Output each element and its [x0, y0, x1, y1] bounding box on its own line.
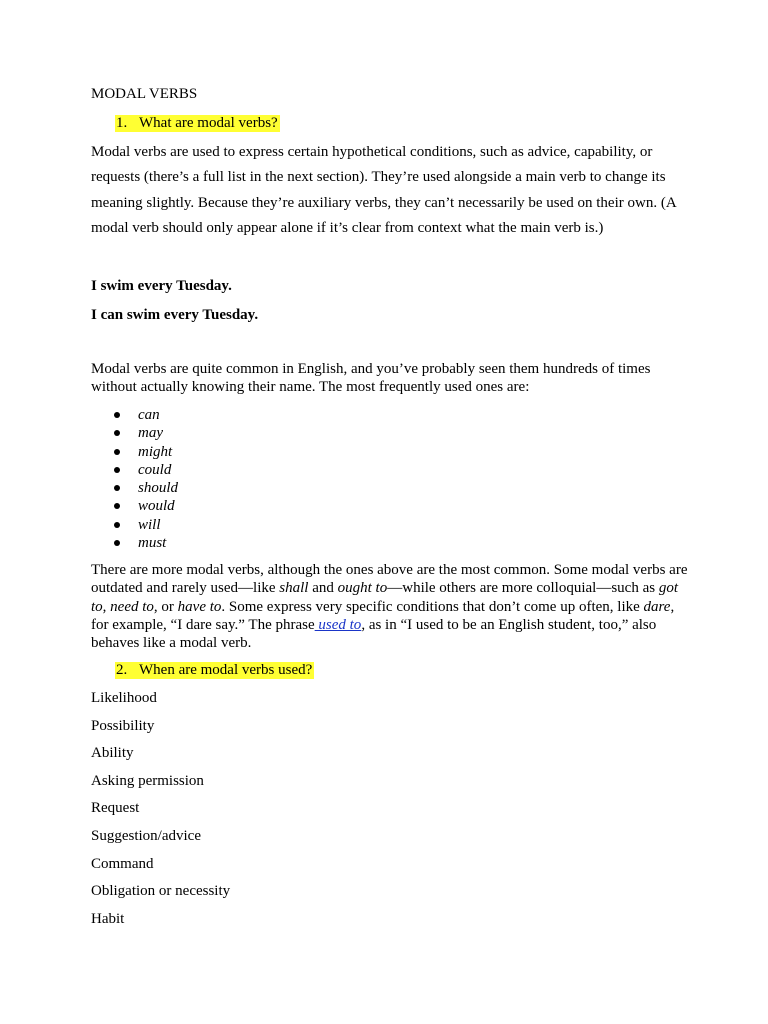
bullet-icon: [114, 449, 120, 455]
modal-uses-list: [91, 689, 230, 937]
bullet-icon: [114, 467, 120, 473]
example-sentence-2: I can swim every Tuesday.: [91, 307, 259, 323]
paragraph-intro: Modal verbs are used to express certain hypothetical conditions, such as advice, capability, or requests (there’s a full list in the next section). They’re used alongside a main verb to change its meaning slightly. Because they’re auxiliary verbs, they can’t necessarily be used on their own. (A modal verb should only appear alone if it’s clear from context what the main verb is.): [91, 144, 676, 236]
list-item: could: [91, 461, 178, 479]
bullet-icon: [114, 522, 120, 528]
modal-verb-list: [91, 406, 178, 552]
list-item: would: [91, 497, 178, 515]
list-item: can: [91, 406, 178, 424]
bullet-icon: [114, 540, 120, 546]
list-item: may: [91, 424, 178, 442]
section-title: What are modal verbs?: [139, 115, 278, 131]
paragraph-common: Modal verbs are quite common in English, and you’ve probably seen them hundreds of times without actually knowing their name. The most frequently used ones are:: [91, 361, 651, 396]
list-item: might: [91, 443, 178, 461]
list-item: Asking permission: [91, 772, 204, 789]
section-heading-2: [115, 661, 314, 679]
highlight: [115, 662, 314, 679]
list-item: Obligation or necessity: [91, 883, 231, 900]
list-item: Request: [91, 800, 140, 817]
document-title: MODAL VERBS: [91, 86, 198, 102]
highlight: [115, 115, 280, 132]
list-item: Likelihood: [91, 690, 157, 706]
section-number: 2.: [116, 662, 128, 678]
bullet-icon: [114, 412, 120, 418]
list-item: Suggestion/advice: [91, 827, 201, 844]
list-item: Habit: [91, 910, 125, 927]
section-heading-1: [115, 114, 280, 132]
used-to-link[interactable]: used to: [314, 616, 362, 633]
bullet-icon: [114, 485, 120, 491]
section-number: 1.: [116, 115, 128, 131]
list-item: Possibility: [91, 717, 155, 734]
example-sentence-1: I swim every Tuesday.: [91, 278, 232, 294]
list-item: will: [91, 516, 178, 534]
list-item: must: [91, 534, 178, 552]
list-item: should: [91, 479, 178, 497]
paragraph-more-modals: There are more modal verbs, although the ones above are the most common. Some modal verbs are outdated and rarely used—like shall and ought to—while others are more colloquial—such as got to, need to, or have to. Some express very specific conditions that don’t come up often, like dare, for example, “I dare say.” The phrase used to, as in “I used to be an English student, too,” also behaves like a modal verb.: [91, 562, 688, 652]
section-title: When are modal verbs used?: [139, 662, 313, 678]
list-item: Ability: [91, 745, 134, 762]
list-item: Command: [91, 855, 154, 872]
bullet-icon: [114, 503, 120, 509]
bullet-icon: [114, 430, 120, 436]
